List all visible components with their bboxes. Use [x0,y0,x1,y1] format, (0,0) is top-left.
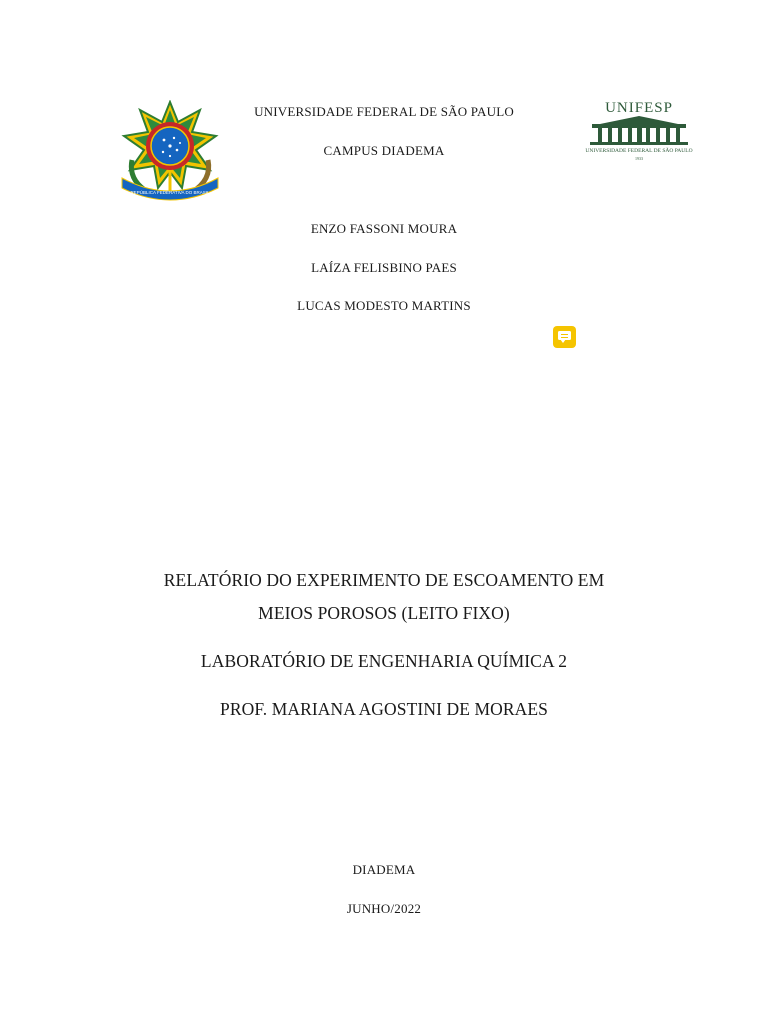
author-name: ENZO FASSONI MOURA [310,221,458,236]
author-name: LUCAS MODESTO MARTINS [297,298,471,313]
university-name: UNIVERSIDADE FEDERAL DE SÃO PAULO [254,104,514,119]
author-name: LAÍZA FELISBINO PAES [311,260,457,275]
report-date: JUNHO/2022 [346,901,422,916]
campus-name: CAMPUS DIADEMA [323,143,445,158]
coat-ribbon-text: REPÚBLICA FEDERATIVA DO BRASIL [130,190,210,195]
course-name: LABORATÓRIO DE ENGENHARIA QUÍMICA 2 [200,651,568,671]
professor-name: PROF. MARIANA AGOSTINI DE MORAES [219,699,549,719]
report-title-line-1: RELATÓRIO DO EXPERIMENTO DE ESCOAMENTO EM [163,570,605,590]
unifesp-logo-name: UNIFESP [605,100,673,116]
city-name: DIADEMA [352,862,416,877]
unifesp-logo-subtitle: UNIVERSIDADE FEDERAL DE SÃO PAULO [585,148,693,154]
report-title-line-2: MEIOS POROSOS (LEITO FIXO) [258,603,510,623]
unifesp-logo-year: 1933 [635,156,643,161]
comment-button[interactable] [553,326,576,348]
